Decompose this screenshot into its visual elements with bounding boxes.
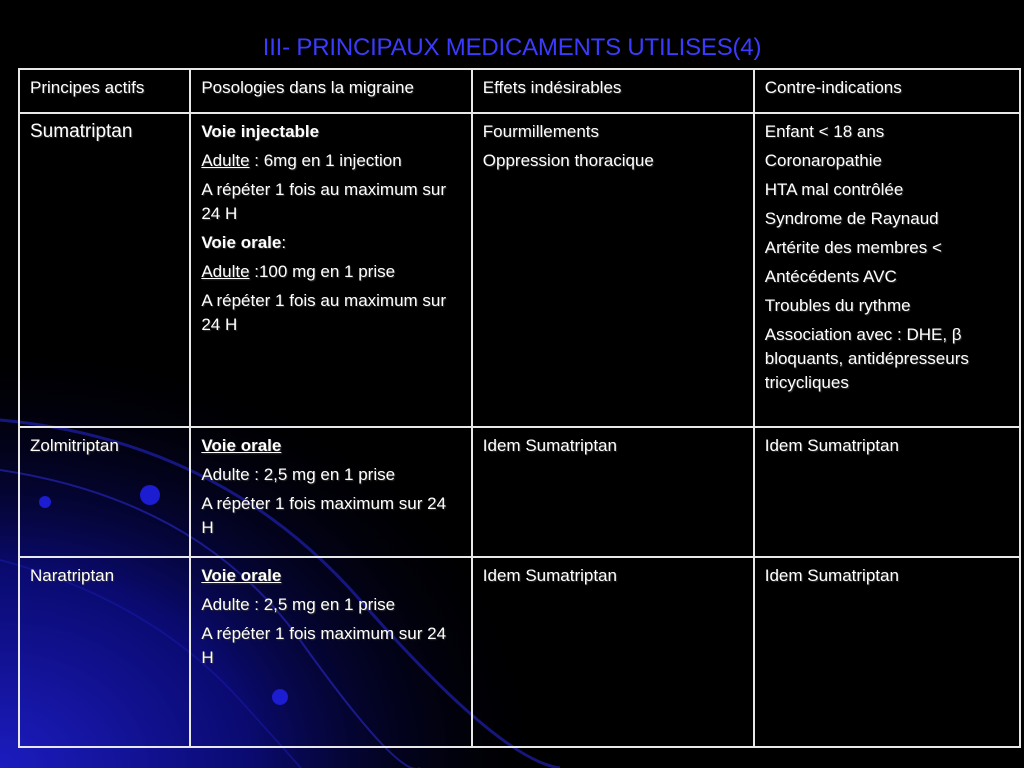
route-oral: Voie orale — [201, 436, 282, 455]
table-row-zolmitriptan — [19, 427, 1020, 557]
slide-title: III- PRINCIPAUX MEDICAMENTS UTILISES(4) — [262, 34, 762, 61]
route-oral: Voie orale — [201, 566, 282, 585]
cell-contraindications — [754, 557, 1020, 747]
drug-name: Sumatriptan — [30, 121, 133, 142]
repeat-oral: A répéter 1 fois au maximum sur 24 H — [201, 291, 447, 334]
header-principes-actifs: Principes actifs — [19, 69, 190, 113]
dose-text: : 6mg en 1 injection — [249, 151, 402, 170]
table-row-naratriptan — [19, 557, 1020, 747]
table-header-row — [19, 69, 1020, 113]
medication-table — [18, 68, 1021, 748]
contraindication-item: Enfant < 18 ans — [764, 122, 885, 141]
drug-name: Zolmitriptan — [30, 436, 119, 455]
cell-posology — [190, 557, 471, 747]
effect-item: Fourmillements — [482, 122, 599, 141]
cell-posology — [190, 113, 471, 427]
adult-label: Adulte — [201, 151, 250, 170]
cell-contraindications — [754, 113, 1020, 427]
cell-effects — [472, 427, 754, 557]
cell-contraindications — [754, 427, 1020, 557]
adult-label: Adulte — [201, 262, 250, 281]
cell-drug-name — [19, 557, 190, 747]
contraindication-item: Artérite des membres < — [764, 238, 942, 257]
dose-text: :100 mg en 1 prise — [249, 262, 396, 281]
cell-effects — [472, 113, 754, 427]
effect-item: Oppression thoracique — [482, 151, 654, 170]
dose-oral — [201, 260, 460, 284]
dose-injectable — [201, 149, 460, 173]
cell-effects — [472, 557, 754, 747]
dose-oral: Adulte : 2,5 mg en 1 prise — [201, 595, 396, 614]
dose-oral: Adulte : 2,5 mg en 1 prise — [201, 465, 396, 484]
route-injectable: Voie injectable — [201, 122, 320, 141]
contraindication-item: Idem Sumatriptan — [764, 566, 899, 585]
drug-name: Naratriptan — [30, 566, 115, 585]
repeat-oral: A répéter 1 fois maximum sur 24 H — [201, 624, 447, 667]
effect-item: Idem Sumatriptan — [482, 436, 617, 455]
contraindication-item: Troubles du rythme — [764, 296, 911, 315]
contraindication-item: Coronaropathie — [764, 151, 882, 170]
route-oral-label: Voie orale — [201, 233, 282, 252]
contraindication-item: Antécédents AVC — [764, 267, 897, 286]
contraindication-item: Syndrome de Raynaud — [764, 209, 939, 228]
cell-drug-name — [19, 113, 190, 427]
cell-drug-name — [19, 427, 190, 557]
header-contre-indications: Contre-indications — [754, 69, 1020, 113]
header-posologies: Posologies dans la migraine — [190, 69, 471, 113]
header-effets-indesirables: Effets indésirables — [472, 69, 754, 113]
route-oral — [201, 231, 460, 255]
repeat-oral: A répéter 1 fois maximum sur 24 H — [201, 494, 447, 537]
contraindication-item: Idem Sumatriptan — [764, 436, 899, 455]
route-oral-colon: : — [281, 233, 287, 252]
contraindication-item: Association avec : DHE, β bloquants, antidépresseurs tricycliques — [764, 325, 969, 392]
effect-item: Idem Sumatriptan — [482, 566, 617, 585]
cell-posology — [190, 427, 471, 557]
table-row-sumatriptan — [19, 113, 1020, 427]
repeat-injectable: A répéter 1 fois au maximum sur 24 H — [201, 180, 447, 223]
contraindication-item: HTA mal contrôlée — [764, 180, 904, 199]
